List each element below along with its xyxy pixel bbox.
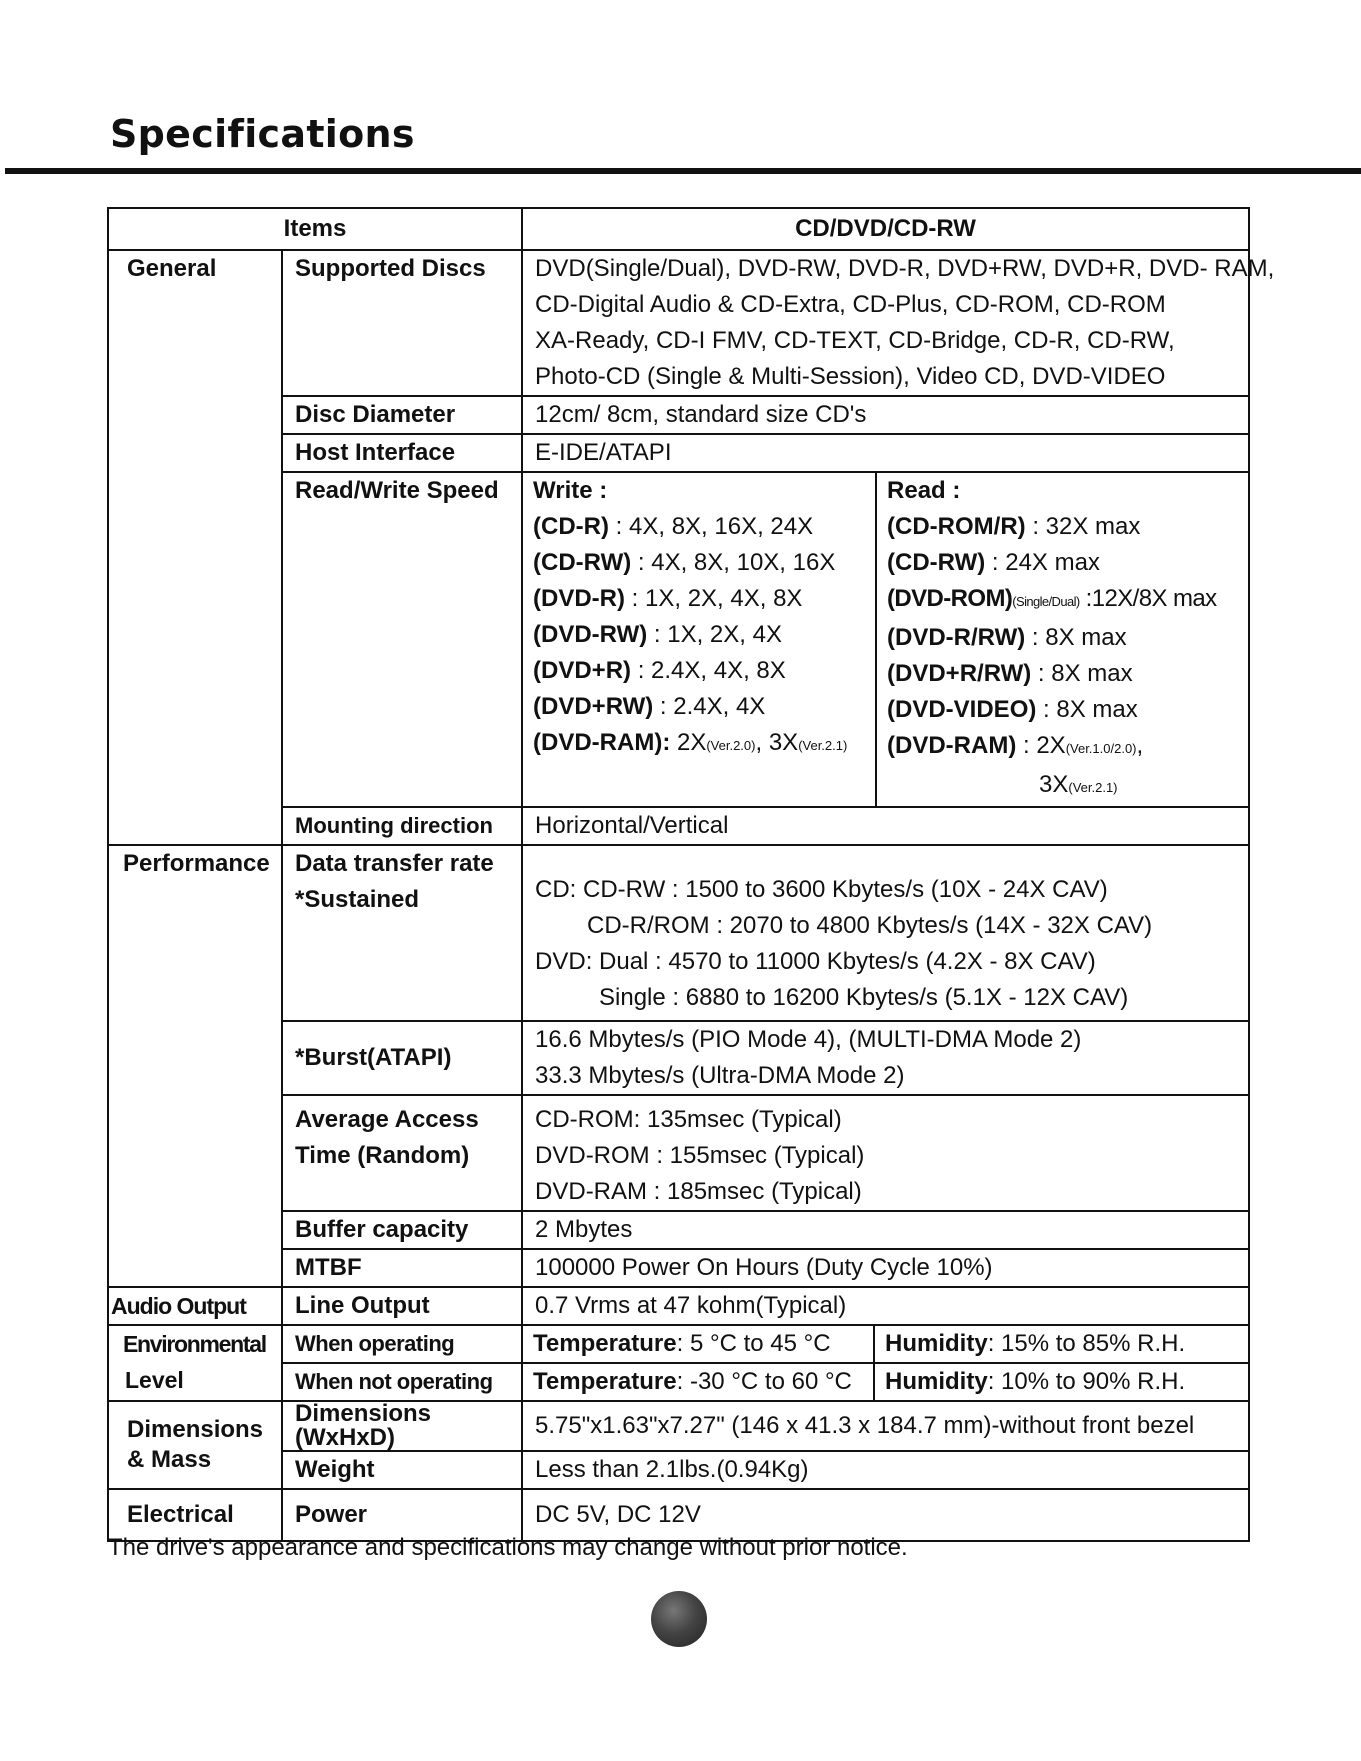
value-line: CD-ROM: 135msec (Typical) bbox=[535, 1106, 842, 1133]
version-sub: (Ver.2.1) bbox=[1068, 780, 1118, 795]
write-media: (DVD+RW) bbox=[533, 693, 654, 720]
value-when-operating bbox=[522, 1325, 1249, 1363]
category-general: General bbox=[108, 250, 282, 845]
version-sub: (Ver.2.0) bbox=[706, 738, 756, 753]
write-media: (DVD-RW) bbox=[533, 621, 648, 648]
value-line: DVD: Dual : 4570 to 11000 Kbytes/s (4.2X - 8X CAV) bbox=[535, 948, 1096, 975]
item-buffer: Buffer capacity bbox=[282, 1211, 522, 1249]
item-dimensions-label: Dimensions bbox=[295, 1400, 432, 1427]
read-title: Read : bbox=[887, 477, 961, 504]
item-when-not-operating: When not operating bbox=[282, 1363, 522, 1401]
value-line-output: 0.7 Vrms at 47 kohm(Typical) bbox=[522, 1287, 1249, 1325]
write-value: : 4X, 8X, 10X, 16X bbox=[631, 549, 836, 576]
table-row bbox=[108, 1325, 1249, 1363]
table-row bbox=[108, 845, 1249, 1021]
write-value: 2X bbox=[670, 729, 707, 756]
item-supported-discs: Supported Discs bbox=[282, 250, 522, 396]
item-host-interface: Host Interface bbox=[282, 434, 522, 472]
write-title: Write : bbox=[533, 477, 608, 504]
read-media: (DVD-RAM) bbox=[887, 732, 1017, 759]
category-performance: Performance bbox=[108, 845, 282, 1287]
category-electrical: Electrical bbox=[108, 1489, 282, 1541]
value-line: Photo-CD (Single & Multi-Session), Video CD, DVD-VIDEO bbox=[535, 363, 1166, 390]
header-items: Items bbox=[108, 208, 522, 250]
read-value: : 8X max bbox=[1025, 624, 1127, 651]
item-rw-speed: Read/Write Speed bbox=[282, 472, 522, 807]
write-value: : 4X, 8X, 16X, 24X bbox=[609, 513, 814, 540]
write-media: (DVD+R) bbox=[533, 657, 632, 684]
value-access bbox=[522, 1095, 1249, 1211]
read-value: : 2X bbox=[1016, 732, 1066, 759]
read-value: : 24X max bbox=[985, 549, 1100, 576]
header-product: CD/DVD/CD-RW bbox=[522, 208, 1249, 250]
item-mounting: Mounting direction bbox=[282, 807, 522, 845]
title-rule bbox=[5, 168, 1361, 174]
read-media: (DVD+R/RW) bbox=[887, 660, 1032, 687]
write-value: : 2.4X, 4X, 8X bbox=[631, 657, 786, 684]
value-line: 16.6 Mbytes/s (PIO Mode 4), (MULTI-DMA Mode 2) bbox=[535, 1026, 1082, 1053]
item-dimensions bbox=[282, 1401, 522, 1451]
read-value: : 8X max bbox=[1036, 696, 1138, 723]
value-weight: Less than 2.1lbs.(0.94Kg) bbox=[522, 1451, 1249, 1489]
category-dimensions bbox=[108, 1401, 282, 1489]
write-value: : 1X, 2X, 4X, 8X bbox=[625, 585, 803, 612]
humidity-label: Humidity bbox=[885, 1330, 988, 1357]
item-power: Power bbox=[282, 1489, 522, 1541]
temperature-col bbox=[523, 1364, 871, 1400]
write-value: : 1X, 2X, 4X bbox=[647, 621, 782, 648]
item-transfer bbox=[282, 845, 522, 1021]
humidity-label: Humidity bbox=[885, 1368, 988, 1395]
read-media: (DVD-ROM) bbox=[887, 585, 1013, 612]
value-line: DVD-ROM : 155msec (Typical) bbox=[535, 1142, 865, 1169]
value-line: DVD-RAM : 185msec (Typical) bbox=[535, 1178, 862, 1205]
page-title: Specifications bbox=[110, 112, 415, 156]
specifications-table bbox=[107, 207, 1275, 1542]
item-transfer-sub: *Sustained bbox=[295, 886, 420, 913]
temperature-value: : -30 °C to 60 °C bbox=[676, 1368, 852, 1395]
item-weight: Weight bbox=[282, 1451, 522, 1489]
item-mtbf: MTBF bbox=[282, 1249, 522, 1287]
humidity-col bbox=[873, 1364, 1248, 1400]
item-access-sub: Time (Random) bbox=[295, 1142, 470, 1169]
value-mtbf: 100000 Power On Hours (Duty Cycle 10%) bbox=[522, 1249, 1249, 1287]
table-header-row bbox=[108, 208, 1249, 250]
value-line: CD-R/ROM : 2070 to 4800 Kbytes/s (14X - 32X CAV) bbox=[587, 912, 1153, 939]
page-marker-dot bbox=[651, 1591, 707, 1647]
value-supported-discs bbox=[522, 250, 1275, 396]
table-row bbox=[108, 1287, 1249, 1325]
item-access bbox=[282, 1095, 522, 1211]
humidity-value: : 10% to 90% R.H. bbox=[987, 1368, 1186, 1395]
value-line: XA-Ready, CD-I FMV, CD-TEXT, CD-Bridge, CD-R, CD-RW, bbox=[535, 327, 1175, 354]
category-environmental bbox=[108, 1325, 282, 1401]
category-environmental-label: Environmental bbox=[123, 1331, 266, 1357]
read-value: , bbox=[1136, 732, 1144, 759]
read-value: :12X/8X max bbox=[1079, 585, 1217, 612]
category-audio: Audio Output bbox=[108, 1287, 282, 1325]
write-media: (CD-RW) bbox=[533, 549, 632, 576]
value-disc-diameter: 12cm/ 8cm, standard size CD's bbox=[522, 396, 1249, 434]
category-dimensions-label: Dimensions bbox=[127, 1416, 264, 1443]
version-sub: (Ver.2.1) bbox=[798, 738, 848, 753]
table-row bbox=[108, 1401, 1249, 1451]
value-transfer bbox=[522, 845, 1249, 1021]
item-line-output: Line Output bbox=[282, 1287, 522, 1325]
value-burst bbox=[522, 1021, 1249, 1095]
value-rw-speed bbox=[522, 472, 1249, 807]
humidity-value: : 15% to 85% R.H. bbox=[987, 1330, 1186, 1357]
value-line: CD-Digital Audio & CD-Extra, CD-Plus, CD-ROM, CD-ROM bbox=[535, 291, 1166, 318]
write-value: : 2.4X, 4X bbox=[653, 693, 766, 720]
value-buffer: 2 Mbytes bbox=[522, 1211, 1249, 1249]
read-speed-column bbox=[875, 473, 1248, 806]
table-row bbox=[108, 250, 1249, 396]
value-mounting: Horizontal/Vertical bbox=[522, 807, 1249, 845]
version-sub: (Single/Dual) bbox=[1012, 594, 1080, 609]
value-line: DVD(Single/Dual), DVD-RW, DVD-R, DVD+RW, DVD+R, DVD- RAM, bbox=[535, 255, 1275, 282]
read-value: : 8X max bbox=[1031, 660, 1133, 687]
value-host-interface: E-IDE/ATAPI bbox=[522, 434, 1249, 472]
item-burst: *Burst(ATAPI) bbox=[282, 1021, 522, 1095]
item-disc-diameter: Disc Diameter bbox=[282, 396, 522, 434]
value-line: 33.3 Mbytes/s (Ultra-DMA Mode 2) bbox=[535, 1062, 905, 1089]
write-media: (DVD-R) bbox=[533, 585, 625, 612]
read-media: (DVD-VIDEO) bbox=[887, 696, 1037, 723]
write-speed-column bbox=[523, 473, 873, 806]
value-line: CD: CD-RW : 1500 to 3600 Kbytes/s (10X - 24X CAV) bbox=[535, 876, 1108, 903]
value-when-not-operating bbox=[522, 1363, 1249, 1401]
version-sub: (Ver.1.0/2.0) bbox=[1065, 741, 1137, 756]
value-dimensions: 5.75"x1.63"x7.27" (146 x 41.3 x 184.7 mm)-without front bezel bbox=[522, 1401, 1249, 1451]
read-media: (CD-RW) bbox=[887, 549, 986, 576]
read-value: : 32X max bbox=[1025, 513, 1141, 540]
read-value: 3X bbox=[1039, 771, 1069, 798]
temperature-label: Temperature bbox=[533, 1330, 677, 1357]
item-access-label: Average Access bbox=[295, 1106, 479, 1133]
temperature-value: : 5 °C to 45 °C bbox=[676, 1330, 831, 1357]
write-media: (CD-R) bbox=[533, 513, 609, 540]
read-media: (DVD-R/RW) bbox=[887, 624, 1026, 651]
temperature-col bbox=[523, 1326, 871, 1362]
category-dimensions-sub: & Mass bbox=[127, 1446, 212, 1473]
value-power: DC 5V, DC 12V bbox=[522, 1489, 1249, 1541]
read-media: (CD-ROM/R) bbox=[887, 513, 1026, 540]
value-line: Single : 6880 to 16200 Kbytes/s (5.1X - 12X CAV) bbox=[599, 984, 1129, 1011]
item-transfer-label: Data transfer rate bbox=[295, 850, 494, 877]
write-media: (DVD-RAM): bbox=[533, 729, 671, 756]
temperature-label: Temperature bbox=[533, 1368, 677, 1395]
item-dimensions-sub: (WxHxD) bbox=[295, 1424, 395, 1451]
item-when-operating: When operating bbox=[282, 1325, 522, 1363]
write-value: , 3X bbox=[755, 729, 799, 756]
humidity-col bbox=[873, 1326, 1248, 1362]
category-environmental-sub: Level bbox=[125, 1367, 184, 1393]
footer-notice: The drive's appearance and specifications may change without prior notice. bbox=[108, 1534, 908, 1561]
